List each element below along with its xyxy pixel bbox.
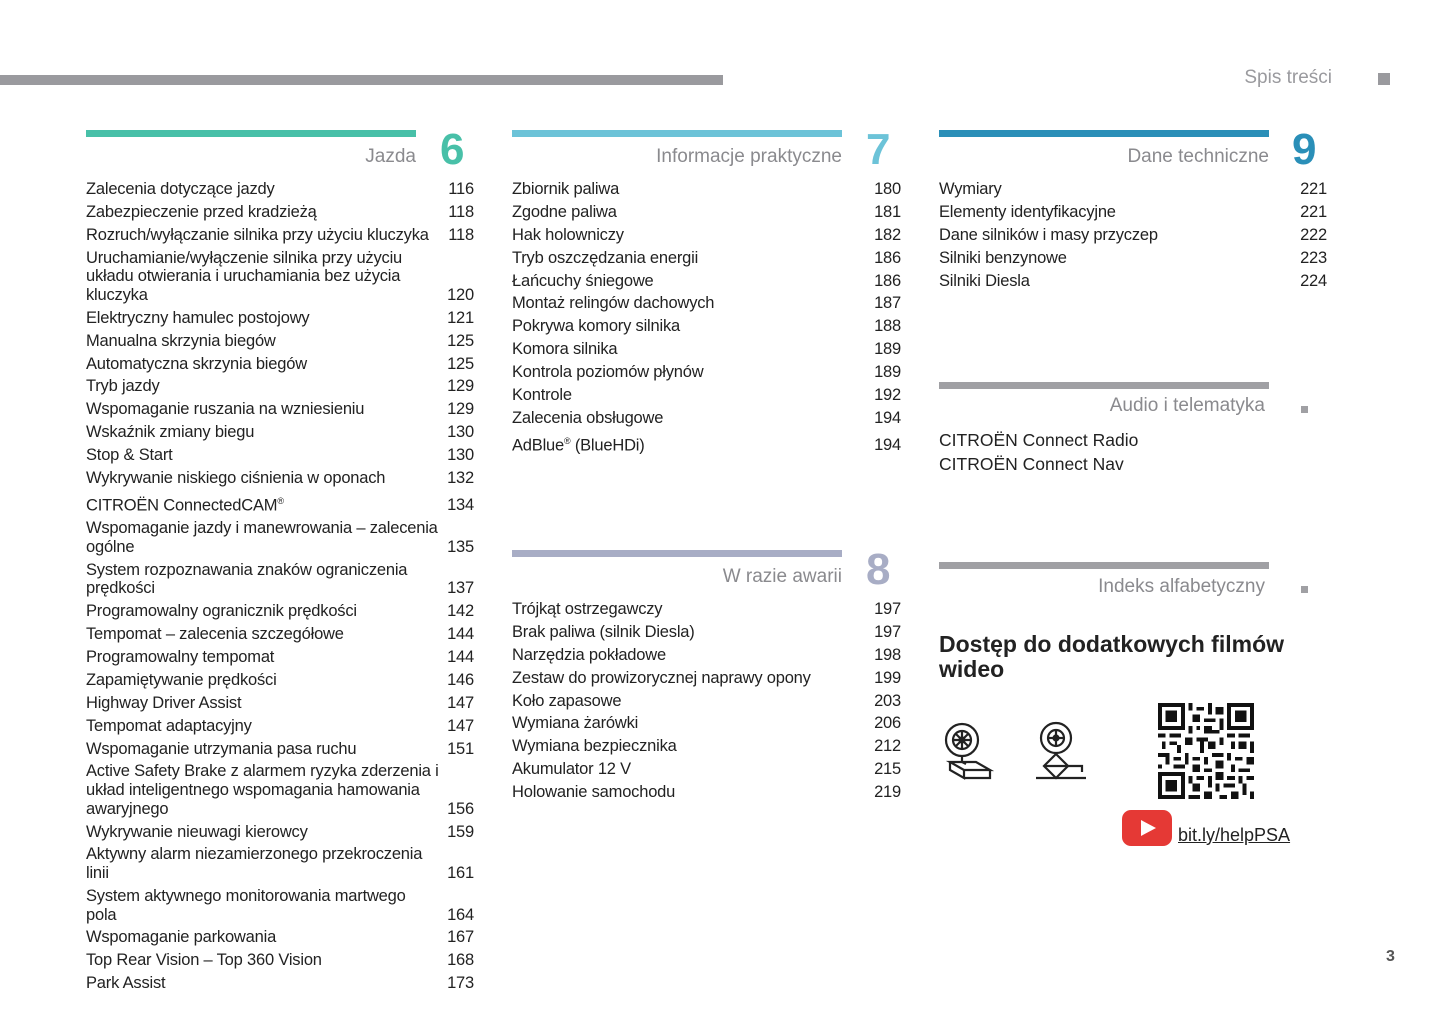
section-indeks-title[interactable]: Indeks alfabetyczny: [1098, 576, 1265, 597]
video-heading: Dostęp do dodatkowych filmów wideo: [939, 631, 1285, 682]
toc-entry-title: Wspomaganie jazdy i manewrowania – zalecenia ogólne: [86, 519, 438, 556]
toc-entry-page: 223: [1300, 248, 1327, 267]
toc-entry-page: 147: [447, 693, 474, 712]
toc-entry[interactable]: [86, 928, 474, 947]
audio-entry[interactable]: CITROËN Connect Nav: [939, 454, 1124, 474]
section-jazda-bar: [86, 130, 416, 137]
toc-entry[interactable]: [512, 646, 901, 665]
qr-code-icon[interactable]: [1158, 703, 1254, 799]
toc-entry[interactable]: [86, 519, 474, 556]
toc-entry-page: 221: [1300, 202, 1327, 221]
toc-entry[interactable]: [86, 400, 474, 419]
toc-entry-title: Tryb jazdy: [86, 377, 160, 396]
toc-entry[interactable]: [86, 887, 474, 924]
toc-entry[interactable]: [512, 249, 901, 268]
toc-entry-page: 151: [447, 739, 474, 758]
video-link[interactable]: bit.ly/helpPSA: [1178, 825, 1291, 845]
toc-entry-title: Wskaźnik zmiany biegu: [86, 423, 255, 442]
toc-entry-title: Zalecenia dotyczące jazdy: [86, 180, 275, 198]
toc-entry-title: Zbiornik paliwa: [512, 180, 620, 198]
toc-entry-page: 120: [447, 285, 474, 304]
toc-entry-title: Wspomaganie utrzymania pasa ruchu: [86, 739, 357, 758]
toc-entry-title: Tempomat – zalecenia szczegółowe: [86, 625, 344, 644]
toc-entry[interactable]: [512, 714, 901, 733]
toc-entry-page: 144: [447, 625, 474, 644]
toc-entry[interactable]: [512, 363, 901, 382]
toc-entry-page: 156: [447, 799, 474, 818]
toc-entry-page: 186: [874, 271, 901, 290]
toc-entry[interactable]: [86, 492, 474, 515]
toc-entry[interactable]: [86, 180, 474, 199]
toc-entry[interactable]: [512, 409, 901, 428]
toc-entry-page: 198: [874, 645, 901, 664]
toc-entry[interactable]: [86, 740, 474, 759]
toc-entry-title: AdBlue® (BlueHDi): [512, 435, 645, 455]
toc-entry-title: Park Assist: [86, 974, 166, 993]
section-jazda-number: 6: [440, 125, 465, 174]
toc-entry-title: Brak paliwa (silnik Diesla): [512, 622, 695, 641]
toc-entry[interactable]: [512, 623, 901, 642]
toc-entry-title: Highway Driver Assist: [86, 693, 242, 712]
toc-entry-title: Elektryczny hamulec postojowy: [86, 308, 310, 327]
toc-entry-title: Trójkąt ostrzegawczy: [512, 600, 663, 618]
toc-entry[interactable]: [86, 561, 474, 598]
youtube-icon[interactable]: [1122, 810, 1172, 846]
section-jazda-list: [86, 180, 474, 997]
toc-entry-page: 224: [1300, 271, 1327, 290]
toc-entry[interactable]: [512, 600, 901, 619]
toc-entry-page: 197: [874, 600, 901, 618]
toc-entry-title: Kontrole: [512, 386, 572, 405]
toc-entry-title: Dane silników i masy przyczep: [939, 225, 1158, 244]
toc-entry-page: 221: [1300, 180, 1327, 198]
toc-entry-page: 222: [1300, 225, 1327, 244]
toc-entry[interactable]: [86, 226, 474, 245]
section-awarie-bar: [512, 550, 842, 557]
toc-entry[interactable]: [86, 717, 474, 736]
toc-entry-title: Wykrywanie niskiego ciśnienia w oponach: [86, 468, 386, 487]
toc-entry-page: 118: [448, 202, 474, 221]
toc-entry-page: 146: [447, 670, 474, 689]
toc-entry-title: Narzędzia pokładowe: [512, 645, 666, 664]
wheel-jack-icon[interactable]: [1034, 720, 1094, 782]
toc-entry-title: Wspomaganie ruszania na wzniesieniu: [86, 400, 365, 419]
toc-entry-page: 215: [874, 760, 901, 779]
section-informacje-list: [512, 180, 901, 459]
toc-entry[interactable]: [512, 226, 901, 245]
toc-entry-page: 142: [447, 602, 474, 621]
toc-entry-title: Wymiana żarówki: [512, 714, 639, 733]
toc-entry[interactable]: [86, 845, 474, 882]
toc-entry-page: 118: [448, 225, 474, 244]
toc-entry[interactable]: [86, 355, 474, 374]
toc-entry[interactable]: [86, 671, 474, 690]
toc-entry-title: Rozruch/wyłączanie silnika przy użyciu kluczyka: [86, 225, 429, 244]
toc-entry[interactable]: [86, 625, 474, 644]
toc-entry-page: 161: [447, 864, 474, 883]
toc-entry[interactable]: [86, 203, 474, 222]
toc-entry-title: Programowalny ogranicznik prędkości: [86, 602, 357, 621]
toc-entry-title: Zestaw do prowizorycznej naprawy opony: [512, 668, 811, 687]
toc-entry[interactable]: [939, 180, 1327, 199]
section-dane-title[interactable]: Dane techniczne: [1127, 146, 1269, 167]
toc-entry[interactable]: [512, 692, 901, 711]
toc-entry-title: Wymiana bezpiecznika: [512, 737, 677, 756]
toc-entry[interactable]: [512, 760, 901, 779]
toc-entry[interactable]: [512, 783, 901, 802]
toc-entry[interactable]: [512, 737, 901, 756]
toc-entry[interactable]: [86, 249, 474, 305]
toc-entry-page: 116: [448, 180, 474, 198]
toc-entry-title: Kontrola poziomów płynów: [512, 363, 704, 382]
toc-entry-page: 129: [447, 377, 474, 396]
page-title: Spis treści: [1244, 67, 1332, 88]
toc-entry-page: 134: [447, 496, 474, 515]
toc-entry-page: 144: [447, 648, 474, 667]
toc-entry[interactable]: [512, 180, 901, 199]
toc-entry-page: 129: [447, 400, 474, 419]
toc-entry-title: Hak holowniczy: [512, 225, 624, 244]
section-audio-list: [939, 428, 1269, 476]
toc-entry-title: Wymiary: [939, 180, 1002, 198]
section-jazda-title[interactable]: Jazda: [365, 146, 416, 167]
toc-entry[interactable]: [86, 446, 474, 465]
toc-entry-title: Top Rear Vision – Top 360 Vision: [86, 951, 322, 970]
toc-entry[interactable]: [512, 272, 901, 291]
toc-entry-title: Akumulator 12 V: [512, 760, 631, 779]
toc-entry-title: Montaż relingów dachowych: [512, 294, 715, 313]
section-audio-bar: [939, 382, 1269, 389]
toc-entry-title: Elementy identyfikacyjne: [939, 202, 1116, 221]
toc-entry-title: Tryb oszczędzania energii: [512, 248, 699, 267]
section-audio-title[interactable]: Audio i telematyka: [1109, 395, 1265, 416]
section-dane-list: [939, 180, 1327, 294]
toc-entry-page: 194: [874, 436, 901, 455]
toc-entry-title: System aktywnego monitorowania martwego pola: [86, 886, 406, 924]
toc-entry-title: Zabezpieczenie przed kradzieżą: [86, 202, 317, 221]
toc-entry-page: 203: [874, 691, 901, 710]
toc-entry-page: 130: [447, 423, 474, 442]
toc-entry[interactable]: [86, 423, 474, 442]
toc-entry-title: Koło zapasowe: [512, 691, 622, 710]
toc-entry[interactable]: [86, 332, 474, 351]
toc-entry-page: 125: [447, 354, 474, 373]
toc-entry-title: Uruchamianie/wyłączenie silnika przy użyciu układu otwierania i uruchamiania bez użycia kluczyka: [86, 248, 403, 304]
toc-entry-page: 189: [874, 340, 901, 359]
wheel-battery-icon[interactable]: [940, 720, 996, 782]
toc-entry-title: Stop & Start: [86, 446, 173, 465]
toc-entry-page: 219: [874, 783, 901, 802]
toc-entry-title: Łańcuchy śniegowe: [512, 271, 654, 290]
toc-entry-page: 125: [447, 331, 474, 350]
section-awarie-number: 8: [866, 545, 891, 594]
section-informacje-title[interactable]: Informacje praktyczne: [656, 146, 842, 167]
section-indeks-square-icon: [1301, 586, 1308, 593]
toc-entry[interactable]: [86, 648, 474, 667]
toc-entry-title: Automatyczna skrzynia biegów: [86, 354, 307, 373]
section-indeks-bar: [939, 562, 1269, 569]
toc-entry-page: 147: [447, 716, 474, 735]
toc-entry[interactable]: [86, 694, 474, 713]
toc-entry-page: 189: [874, 363, 901, 382]
section-awarie-list: [512, 600, 901, 806]
toc-entry[interactable]: [512, 340, 901, 359]
toc-entry-page: 135: [447, 537, 474, 556]
toc-entry-title: System rozpoznawania znaków ograniczenia prędkości: [86, 560, 408, 598]
toc-entry-page: 132: [447, 468, 474, 487]
toc-entry[interactable]: [86, 951, 474, 970]
toc-entry[interactable]: [939, 203, 1327, 222]
section-awarie-title[interactable]: W razie awarii: [722, 566, 842, 587]
header-square-icon: [1378, 73, 1390, 85]
toc-entry[interactable]: [512, 203, 901, 222]
section-informacje-bar: [512, 130, 842, 137]
toc-entry[interactable]: [86, 823, 474, 842]
toc-entry-page: 186: [874, 248, 901, 267]
toc-entry-title: Wykrywanie nieuwagi kierowcy: [86, 822, 308, 841]
toc-entry[interactable]: [512, 432, 901, 455]
toc-entry[interactable]: [86, 762, 474, 818]
toc-entry-page: 164: [447, 905, 474, 924]
toc-entry-title: Komora silnika: [512, 340, 618, 359]
section-informacje-number: 7: [866, 125, 891, 174]
toc-entry-page: 181: [874, 202, 901, 221]
toc-entry-page: 199: [874, 668, 901, 687]
toc-entry[interactable]: [939, 249, 1327, 268]
toc-entry-page: 192: [874, 386, 901, 405]
toc-entry-title: Programowalny tempomat: [86, 648, 275, 667]
toc-entry-title: Silniki Diesla: [939, 271, 1030, 290]
toc-entry[interactable]: [939, 272, 1327, 291]
section-dane-number: 9: [1292, 125, 1317, 174]
toc-entry-page: 130: [447, 446, 474, 465]
toc-entry-title: Zgodne paliwa: [512, 202, 617, 221]
toc-entry-title: Tempomat adaptacyjny: [86, 716, 252, 735]
toc-entry[interactable]: [939, 226, 1327, 245]
toc-entry-page: 167: [447, 928, 474, 947]
toc-entry-title: Active Safety Brake z alarmem ryzyka zderzenia i układ inteligentnego wspomagania hamowania awaryjnego: [86, 762, 439, 818]
toc-entry[interactable]: [512, 317, 901, 336]
toc-entry[interactable]: [512, 294, 901, 313]
toc-entry-page: 159: [447, 822, 474, 841]
section-audio-square-icon: [1301, 406, 1308, 413]
toc-entry-page: 206: [874, 714, 901, 733]
toc-entry[interactable]: [86, 974, 474, 993]
toc-entry-title: Silniki benzynowe: [939, 248, 1067, 267]
toc-entry-title: Aktywny alarm niezamierzonego przekroczenia linii: [86, 845, 423, 883]
toc-entry[interactable]: [86, 602, 474, 621]
header-bar: [0, 75, 723, 85]
section-dane-bar: [939, 130, 1269, 137]
toc-entry[interactable]: [512, 669, 901, 688]
toc-entry-page: 212: [874, 737, 901, 756]
toc-entry-page: 180: [874, 180, 901, 198]
toc-entry-title: Wspomaganie parkowania: [86, 928, 277, 947]
toc-entry-page: 168: [447, 951, 474, 970]
toc-entry-title: Zapamiętywanie prędkości: [86, 670, 277, 689]
toc-entry-page: 197: [874, 622, 901, 641]
toc-entry-title: Holowanie samochodu: [512, 783, 676, 802]
toc-entry-page: 188: [874, 317, 901, 336]
toc-entry-page: 182: [874, 225, 901, 244]
audio-entry[interactable]: CITROËN Connect Radio: [939, 430, 1139, 450]
toc-entry-page: 194: [874, 408, 901, 427]
toc-entry-page: 187: [874, 294, 901, 313]
toc-entry-page: 137: [447, 579, 474, 598]
toc-entry-title: Zalecenia obsługowe: [512, 408, 664, 427]
toc-entry-title: Manualna skrzynia biegów: [86, 331, 276, 350]
toc-entry-page: 121: [447, 308, 474, 327]
toc-entry[interactable]: [512, 386, 901, 405]
toc-entry[interactable]: [86, 309, 474, 328]
toc-entry[interactable]: [86, 469, 474, 488]
toc-entry-title: CITROËN ConnectedCAM®: [86, 495, 284, 515]
toc-entry-page: 173: [447, 974, 474, 993]
page-number: 3: [1386, 948, 1395, 965]
toc-entry-title: Pokrywa komory silnika: [512, 317, 680, 336]
toc-entry[interactable]: [86, 377, 474, 396]
